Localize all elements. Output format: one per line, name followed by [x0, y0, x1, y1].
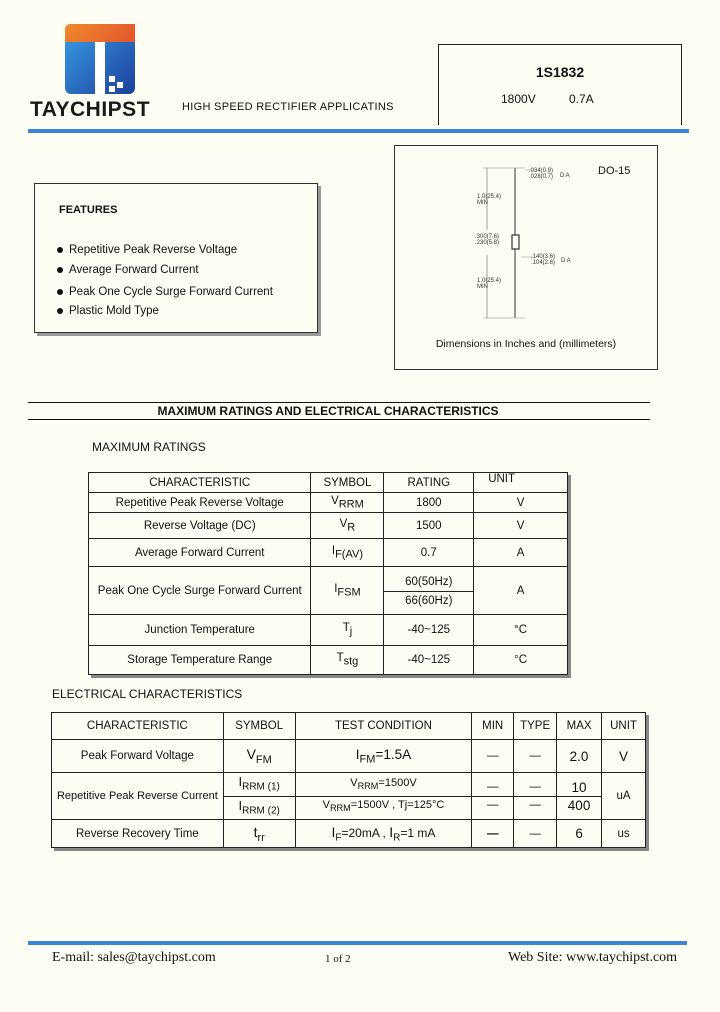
- symbol-cell: $t_{rr}$: [223, 820, 295, 848]
- characteristic-cell: Reverse Voltage (DC): [89, 513, 311, 539]
- feature-item: Peak One Cycle Surge Forward Current: [57, 286, 273, 298]
- type-cell: —: [514, 740, 557, 773]
- brand-name: TAYCHIPST: [30, 98, 151, 121]
- table-header-row: [52, 713, 646, 740]
- unit-cell: V: [474, 493, 568, 513]
- max-cell: 2.0: [557, 740, 602, 773]
- bullet-icon: [57, 247, 63, 253]
- characteristic-cell: Peak One Cycle Surge Forward Current: [89, 567, 311, 615]
- symbol-cell: $V_{FM}$: [223, 740, 295, 773]
- dim-lead-length-top: 1.0(25.4) MIN: [477, 194, 502, 206]
- footer-page-number: 1 of 2: [325, 953, 351, 965]
- package-outline-box: [394, 145, 658, 370]
- unit-cell: °C: [474, 646, 568, 675]
- part-current: 0.7A: [569, 92, 594, 106]
- unit-cell: °C: [474, 615, 568, 646]
- header-cell: MIN: [472, 713, 514, 740]
- table-row: [89, 493, 568, 513]
- max-ratings-title: MAXIMUM RATINGS: [92, 440, 206, 454]
- package-caption: Dimensions in Inches and (millimeters): [435, 338, 617, 350]
- table-row: [89, 646, 568, 675]
- table-row: [89, 539, 568, 567]
- characteristic-cell: Average Forward Current: [89, 539, 311, 567]
- footer-divider: [28, 941, 687, 945]
- symbol-cell: $T_{stg}$: [311, 646, 384, 675]
- dim-lead-diameter: .034(0.9) .028(0.7): [529, 168, 554, 180]
- table-header-row: [89, 473, 568, 493]
- header-divider: [28, 129, 689, 133]
- company-logo: [65, 24, 135, 94]
- dim-body-length: .300(7.6) .230(5.8): [475, 234, 500, 246]
- table-row: [89, 615, 568, 646]
- section-rule-top: [28, 402, 650, 403]
- header-cell: SYMBOL: [223, 713, 295, 740]
- unit-cell: A: [474, 539, 568, 567]
- part-number: 1S1832: [535, 64, 585, 80]
- condition-cell: $I_{FM}=1.5A$: [295, 740, 472, 773]
- header-cell: UNIT: [474, 473, 568, 493]
- symbol-cell: $V_R$: [311, 513, 384, 539]
- condition-cell: $I_F=20mA$ , $I_R=1$ mA: [295, 820, 472, 848]
- characteristic-cell: Reverse Recovery Time: [52, 820, 224, 848]
- dim-da-label: D A: [561, 258, 571, 264]
- characteristic-cell: Junction Temperature: [89, 615, 311, 646]
- header-cell: SYMBOL: [311, 473, 384, 493]
- unit-cell: us: [602, 820, 646, 848]
- rating-cell: [384, 567, 474, 615]
- unit-cell: A: [474, 567, 568, 615]
- unit-cell: V: [602, 740, 646, 773]
- footer-email: E-mail: sales@taychipst.com: [52, 950, 216, 965]
- rating-cell: 1800: [384, 493, 474, 513]
- symbol-cell: $V_{RRM}$: [311, 493, 384, 513]
- header-cell: RATING: [384, 473, 474, 493]
- bullet-icon: [57, 289, 63, 295]
- features-title: FEATURES: [59, 204, 118, 216]
- header-cell: TEST CONDITION: [295, 713, 472, 740]
- table-row: [52, 820, 646, 848]
- dim-da-label: D A: [560, 173, 570, 179]
- header-cell: TYPE: [514, 713, 557, 740]
- max-ratings-table: [88, 472, 568, 675]
- features-box: [34, 183, 318, 333]
- characteristic-cell: Peak Forward Voltage: [52, 740, 224, 773]
- min-cell: —: [472, 820, 514, 848]
- product-subtitle: HIGH SPEED RECTIFIER APPLICATINS: [182, 101, 394, 113]
- characteristic-cell: Repetitive Peak Reverse Voltage: [89, 493, 311, 513]
- symbol-cell: $I_{RRM (1)}$ $I_{RRM (2)}$: [223, 773, 295, 820]
- feature-item: Repetitive Peak Reverse Voltage: [57, 244, 237, 256]
- table-row: [89, 513, 568, 539]
- feature-item: Average Forward Current: [57, 264, 199, 276]
- characteristic-cell: Storage Temperature Range: [89, 646, 311, 675]
- feature-item: Plastic Mold Type: [57, 305, 159, 317]
- type-cell: — —: [514, 773, 557, 820]
- bullet-icon: [57, 308, 63, 314]
- unit-cell: V: [474, 513, 568, 539]
- rating-cell: 0.7: [384, 539, 474, 567]
- section-title: MAXIMUM RATINGS AND ELECTRICAL CHARACTERISTICS: [157, 404, 499, 418]
- table-row: [89, 567, 568, 615]
- table-row: [52, 773, 646, 820]
- electrical-table: [51, 712, 646, 848]
- rating-50hz: 60(50Hz): [384, 575, 473, 592]
- symbol-cell: $T_j$: [311, 615, 384, 646]
- package-name: DO-15: [598, 165, 631, 177]
- bullet-icon: [57, 267, 63, 273]
- unit-cell: uA: [602, 773, 646, 820]
- rating-cell: -40~125: [384, 646, 474, 675]
- max-cell: 10 400: [557, 773, 602, 820]
- symbol-cell: $I_{FSM}$: [311, 567, 384, 615]
- table-row: [52, 740, 646, 773]
- section-rule-bottom: [28, 419, 650, 420]
- characteristic-cell: Repetitive Peak Reverse Current: [52, 773, 224, 820]
- rating-60hz: 66(60Hz): [405, 594, 453, 607]
- min-cell: —: [472, 740, 514, 773]
- rating-cell: -40~125: [384, 615, 474, 646]
- dim-body-diameter: .140(3.6) .104(2.6): [531, 254, 556, 266]
- part-info-box: [438, 44, 682, 125]
- header-cell: CHARACTERISTIC: [89, 473, 311, 493]
- rating-cell: 1500: [384, 513, 474, 539]
- min-cell: — —: [472, 773, 514, 820]
- header-cell: CHARACTERISTIC: [52, 713, 224, 740]
- max-cell: 6: [557, 820, 602, 848]
- header-cell: UNIT: [602, 713, 646, 740]
- dim-lead-length-bottom: 1.0(25.4) MIN: [477, 278, 502, 290]
- footer-website: Web Site: www.taychipst.com: [508, 950, 678, 965]
- part-voltage: 1800V: [501, 92, 536, 106]
- header-cell: MAX: [557, 713, 602, 740]
- condition-cell: $V_{RRM}=1500V$ $V_{RRM}=1500V$ , Tj=125°C: [295, 773, 472, 820]
- symbol-cell: $I_{F(AV)}$: [311, 539, 384, 567]
- type-cell: —: [514, 820, 557, 848]
- electrical-title: ELECTRICAL CHARACTERISTICS: [52, 687, 243, 701]
